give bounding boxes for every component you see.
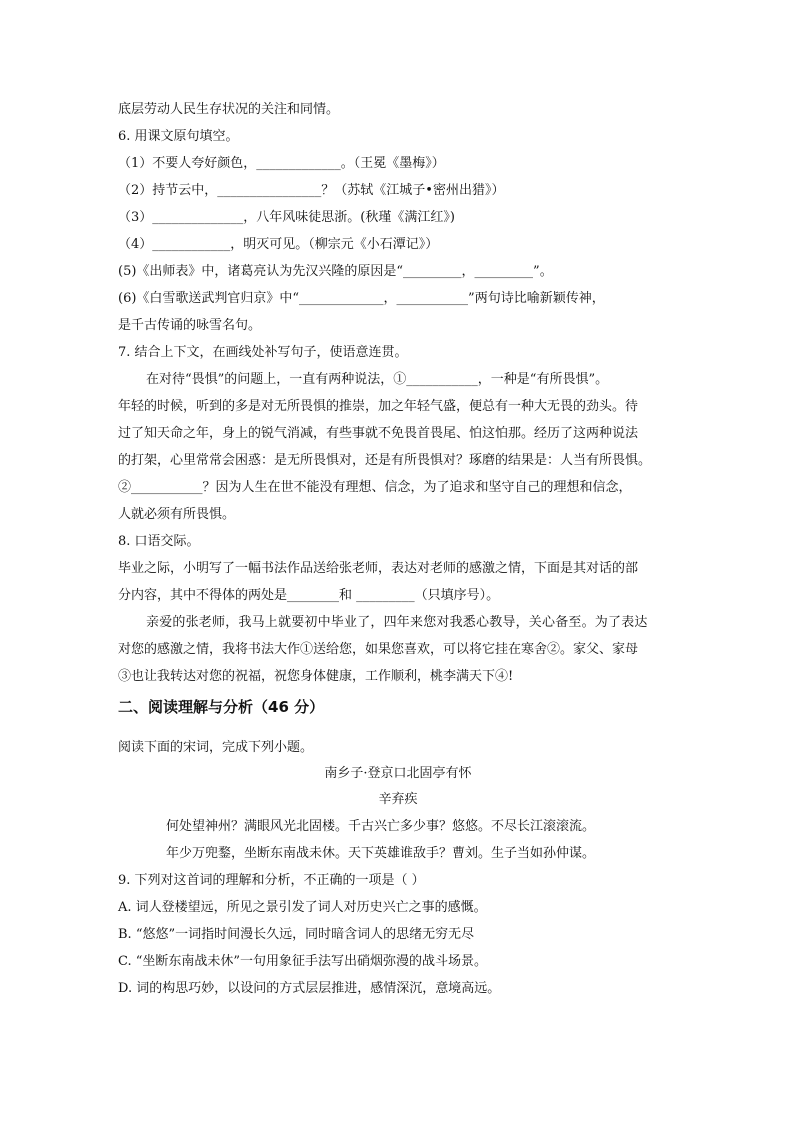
question-7-paragraph: 年轻的时候，听到的多是对无所畏惧的推崇，加之年轻气盛，便总有一种大无畏的劲头。待 [118, 399, 639, 414]
reading-intro: 阅读下面的宋词，完成下列小题。 [118, 740, 314, 755]
question-7-paragraph: ②___________？因为人生在世不能没有理想、信念，为了追求和坚守自己的理想和信念， [118, 480, 632, 495]
question-9-option-b: B. “悠悠”一词指时间漫长久远，同时暗含词人的思绪无穷无尽 [118, 927, 475, 942]
question-8-letter: 对您的感激之情，我将书法大作①送给您，如果您喜欢，可以将它挂在寒舍②。家父、家母 [118, 642, 639, 657]
question-6-item-5: (5)《出师表》中，诸葛亮认为先汉兴隆的原因是“_________，_________”。 [118, 264, 553, 279]
question-6-item-1: （1）不要人夸好颜色，_____________。（王冕《墨梅》） [118, 156, 445, 171]
question-7-title: 7. 结合上下文，在画线处补写句子，使语意连贯。 [118, 345, 408, 360]
question-7-paragraph: 的打架，心里常常会困惑：是无所畏惧对，还是有所畏惧对？琢磨的结果是：人当有所畏惧。 [118, 453, 652, 468]
poem-line: 何处望神州？满眼风光北固楼。千古兴亡多少事？悠悠。不尽长江滚滚流。 [166, 819, 596, 834]
question-8-title: 8. 口语交际。 [118, 534, 200, 549]
poem-title: 南乡子·登京口北固亭有怀 [324, 766, 472, 781]
question-8-paragraph: 毕业之际，小明写了一幅书法作品送给张老师，表达对老师的感激之情，下面是其对话的部 [118, 561, 639, 576]
section-heading: 二、阅读理解与分析（46 分） [118, 698, 325, 716]
question-7-paragraph: 在对待“畏惧”的问题上，一直有两种说法，①___________，一种是“有所畏惧”。 [146, 372, 609, 387]
question-9-option-a: A. 词人登楼望远，所见之景引发了词人对历史兴亡之事的感慨。 [118, 900, 487, 915]
document-page [118, 96, 678, 1002]
text-line: 底层劳动人民生存状况的关注和同情。 [118, 102, 340, 117]
question-9-option-c: C. “坐断东南战未休”一句用象征手法写出硝烟弥漫的战斗场景。 [118, 954, 488, 969]
question-8-letter: 亲爱的张老师，我马上就要初中毕业了，四年来您对我悉心教导，关心备至。为了表达 [146, 615, 648, 630]
question-7-paragraph: 过了知天命之年，身上的锐气消减，有些事就不免畏首畏尾、怕这怕那。经历了这两种说法 [118, 426, 639, 441]
poem-author: 辛弃疾 [378, 792, 418, 807]
question-9-title: 9. 下列对这首词的理解和分析，不正确的一项是（ ） [118, 873, 425, 888]
question-6-item-6-cont: 是千古传诵的咏雪名句。 [118, 318, 262, 333]
question-6-item-2: （2）持节云中，________________？（苏轼《江城子•密州出猎》） [118, 183, 505, 198]
poem-line: 年少万兜鍪，坐断东南战未休。天下英雄谁敌手？曹刘。生子当如孙仲谋。 [166, 846, 596, 861]
question-8-letter: ③也让我转达对您的祝福，祝您身体健康，工作顺利，桃李满天下④! [118, 669, 514, 684]
question-6-item-4: （4）____________，明灭可见。（柳宗元《小石潭记》） [118, 237, 439, 252]
question-6-item-6: (6)《白雪歌送武判官归京》中“_____________，___________”两句诗比喻新颖传神， [118, 291, 605, 306]
question-7-paragraph: 人就必须有所畏惧。 [118, 507, 236, 522]
question-6-item-3: （3）______________，八年风味徒思浙。(秋瑾《满江红》) [118, 210, 455, 225]
question-9-option-d: D. 词的构思巧妙，以设问的方式层层推进，感情深沉，意境高远。 [118, 981, 501, 996]
question-6-title: 6. 用课文原句填空。 [118, 129, 239, 144]
question-8-paragraph: 分内容，其中不得体的两处是________和 _________（只填序号）。 [118, 588, 500, 603]
